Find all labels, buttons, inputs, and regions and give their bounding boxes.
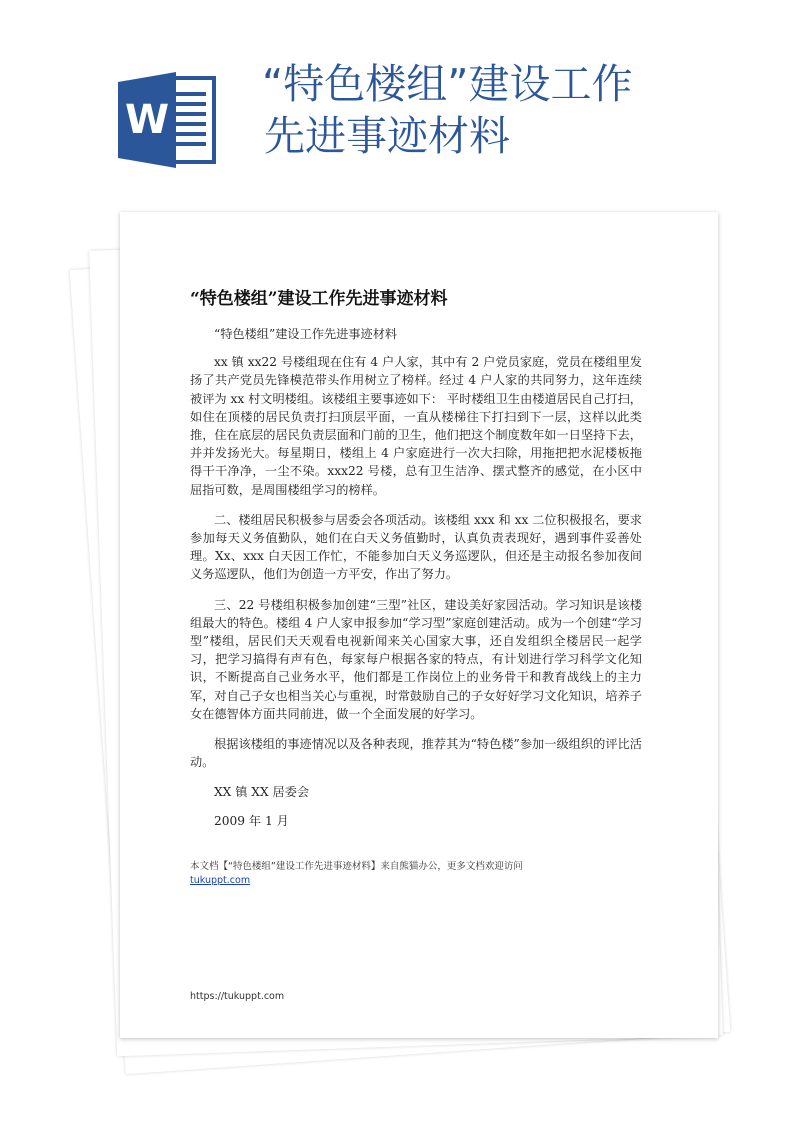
paragraph: 二、楼组居民积极参与居委会各项活动。该楼组 xxx 和 xx 二位积极报名，要求参加每天义务值勤队，她们在白天义务值勤时，认真负责表现好，遇到事件妥善处理。Xx、xxx 白天因工作忙，不能参加白天义务巡逻队，但还是主动报名参加夜间义务巡逻队，他们为创造一方平安，作出了努力。 bbox=[190, 512, 642, 582]
signature-org: XX 镇 XX 居委会 bbox=[214, 785, 310, 800]
header-banner bbox=[0, 0, 800, 210]
word-icon bbox=[118, 70, 216, 170]
page-title-line2: 先进事迹材料 bbox=[264, 112, 510, 160]
paragraph: 三、22 号楼组积极参加创建“三型”社区，建设美好家园活动。学习知识是该楼组最大的特色。楼组 4 户人家申报参加“学习型”家庭创建活动。成为一个创建“学习型”楼组，居民们天天观看电视新闻来关心国家大事，还自发组织全楼居民一起学习，把学习搞得有声有色，每家每户根据各家的特点，有计划进行学习科学文化知识，不断提高自己业务水平，他们都是工作岗位上的业务骨干和教育战线上的主力军，对自己子女也相当关心与重视，时常鼓励自己的子女好好学习文化知识，培养子女在德智体方面共同前进，做一个全面发展的好学习。 bbox=[190, 597, 642, 721]
document-body bbox=[190, 325, 642, 842]
paragraph: 根据该楼组的事迹情况以及各种表现，推荐其为“特色楼”参加一级组织的评比活动。 bbox=[190, 737, 642, 770]
source-link[interactable]: tukuppt.com bbox=[190, 875, 251, 886]
footer-url[interactable]: https://tukuppt.com bbox=[190, 991, 285, 1002]
paragraph: “特色楼组”建设工作先进事迹材料 bbox=[214, 327, 398, 341]
document-title: “特色楼组”建设工作先进事迹材料 bbox=[190, 289, 448, 309]
paragraph: xx 镇 xx22 号楼组现在住有 4 户人家，其中有 2 户党员家庭，党员在楼组里发扬了共产党员先锋模范带头作用树立了榜样。经过 4 户人家的共同努力，这年连续被评为 xx 村文明楼组。该楼组主要事迹如下： 平时楼组卫生由楼道居民自己打扫，如住在顶楼的居民负责打扫顶层平面，一直从楼梯往下打扫到下一层，这样以此类推，住在底层的居民负责层面和门前的卫生，他们把这个制度数年如一日坚持下去，并并发扬光大。每星期日，楼组上 4 户家庭进行一次大扫除，用拖把把水泥楼板拖得干干净净，一尘不染。xxx22 号楼，总有卫生洁净、摆式整齐的感觉，在小区中屈指可数，是周围楼组学习的榜样。 bbox=[190, 355, 642, 497]
signature-date: 2009 年 1 月 bbox=[214, 813, 289, 828]
document-page bbox=[120, 212, 718, 1038]
page-title-line1: “特色楼组”建设工作 bbox=[262, 60, 633, 108]
source-note bbox=[190, 860, 660, 888]
source-note-text: 本文档【“特色楼组”建设工作先进事迹材料】来自熊猫办公，更多文档欢迎访问 bbox=[190, 861, 523, 872]
svg-text:W: W bbox=[124, 97, 170, 143]
page-title bbox=[262, 58, 762, 162]
